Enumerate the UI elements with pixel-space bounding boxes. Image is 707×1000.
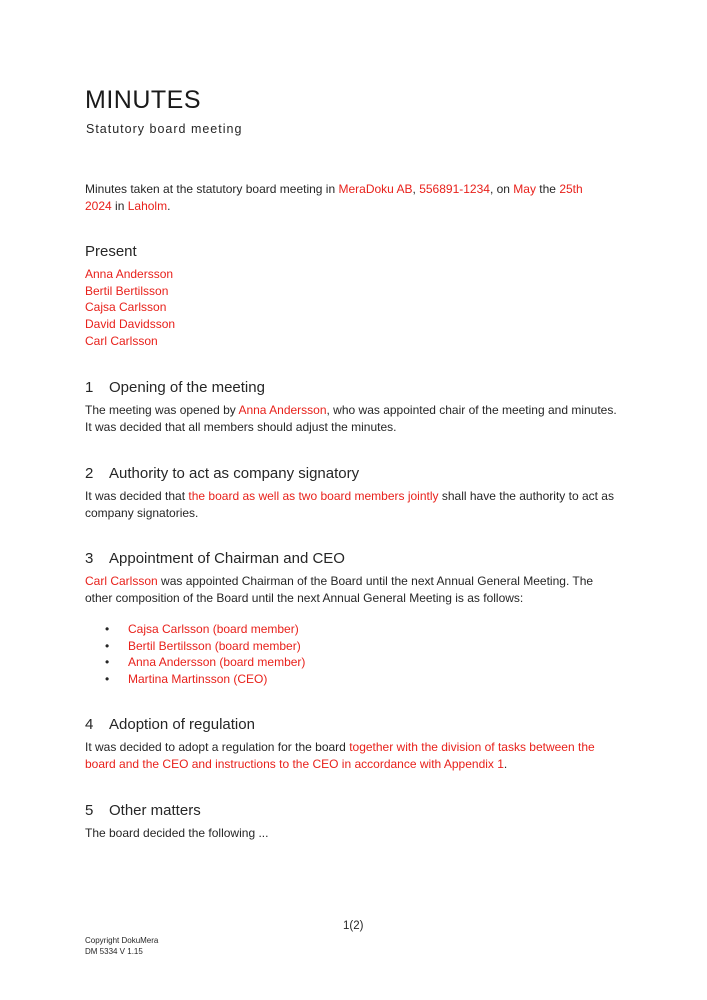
body-text: It was decided that: [85, 489, 189, 503]
body-text: was appointed Chairman of the Board until the next Annual General Meeting. The other composition of the Board until the next Annual General Meeting is as follows:: [85, 574, 594, 605]
meeting-day: 25th: [559, 182, 583, 196]
section-title: Adoption of regulation: [109, 716, 255, 733]
body-text: .: [503, 757, 508, 771]
intro-text: in: [111, 199, 128, 213]
meeting-city: Laholm: [127, 199, 168, 213]
list-item: Cajsa Carlsson: [85, 300, 167, 315]
section-title: Opening of the meeting: [109, 379, 265, 396]
section-number: 3: [85, 550, 94, 567]
intro-text: Minutes taken at the statutory board meeting in: [85, 182, 339, 196]
intro-separator: ,: [412, 182, 420, 196]
page-number: 1(2): [343, 920, 364, 932]
chairman-name: Carl Carlsson: [85, 574, 158, 588]
chair-name: Anna Andersson: [238, 403, 327, 417]
body-text: The meeting was opened by: [85, 403, 239, 417]
section-heading-2: [85, 465, 359, 482]
bullet: •: [105, 672, 110, 687]
member-text: Bertil Bertilsson (board member): [128, 638, 301, 653]
list-item: Bertil Bertilsson: [85, 283, 169, 298]
signatory-rule: the board as well as two board members jointly: [188, 489, 439, 503]
body-text: It was decided to adopt a regulation for the board: [85, 740, 350, 754]
regulation-detail: together with the division of tasks between the board and the CEO and instructions to the CEO in accordance with Appendix 1: [85, 740, 595, 771]
bullet: •: [105, 655, 110, 670]
section-title: Other matters: [109, 802, 201, 819]
list-item: [105, 621, 305, 638]
section-title: Appointment of Chairman and CEO: [109, 550, 345, 567]
member-text: Cajsa Carlsson (board member): [128, 622, 299, 636]
board-members-list: [105, 621, 305, 688]
document-id: DM 5334 V 1.15: [85, 947, 143, 956]
meeting-year: 2024: [85, 199, 112, 213]
list-item: [105, 671, 305, 688]
section-number: 1: [85, 379, 94, 396]
list-item: [105, 638, 305, 655]
list-item: David Davidsson: [85, 317, 176, 332]
member-text: Anna Andersson (board member): [128, 655, 306, 670]
list-item: [105, 654, 305, 671]
section-body-3: [85, 573, 620, 607]
section-number: 2: [85, 465, 94, 482]
document-title: MINUTES: [85, 86, 201, 114]
section-heading-4: [85, 716, 255, 733]
present-list: [85, 266, 175, 350]
section-number: 5: [85, 802, 94, 819]
company-name: MeraDoku AB: [338, 182, 413, 196]
meeting-month: May: [513, 182, 536, 196]
list-item: Carl Carlsson: [85, 333, 158, 348]
intro-text: , on: [489, 182, 514, 196]
body-text: , who was appointed chair of the meeting and minutes. It was decided that all members should adjust the minutes.: [85, 403, 617, 434]
copyright-text: Copyright DokuMera: [85, 936, 159, 945]
section-title: Authority to act as company signatory: [109, 465, 360, 482]
org-number: 556891-1234: [419, 182, 490, 196]
section-body-1: [85, 402, 620, 436]
section-body-2: [85, 488, 620, 522]
bullet: •: [105, 622, 110, 636]
intro-paragraph: [85, 181, 620, 215]
section-heading-1: [85, 379, 265, 396]
intro-text: .: [167, 199, 171, 213]
section-body-4: [85, 739, 620, 773]
body-text: shall have the authority to act as company signatories.: [85, 489, 614, 520]
member-text: Martina Martinsson (CEO): [128, 672, 268, 687]
section-heading-5: [85, 802, 201, 819]
intro-text: the: [535, 182, 560, 196]
list-item: Anna Andersson: [85, 267, 174, 281]
bullet: •: [105, 638, 110, 653]
present-heading: Present: [85, 243, 137, 260]
section-body-5: The board decided the following ...: [85, 826, 269, 840]
section-number: 4: [85, 716, 94, 733]
section-heading-3: [85, 550, 345, 567]
document-subtitle: Statutory board meeting: [86, 122, 243, 136]
